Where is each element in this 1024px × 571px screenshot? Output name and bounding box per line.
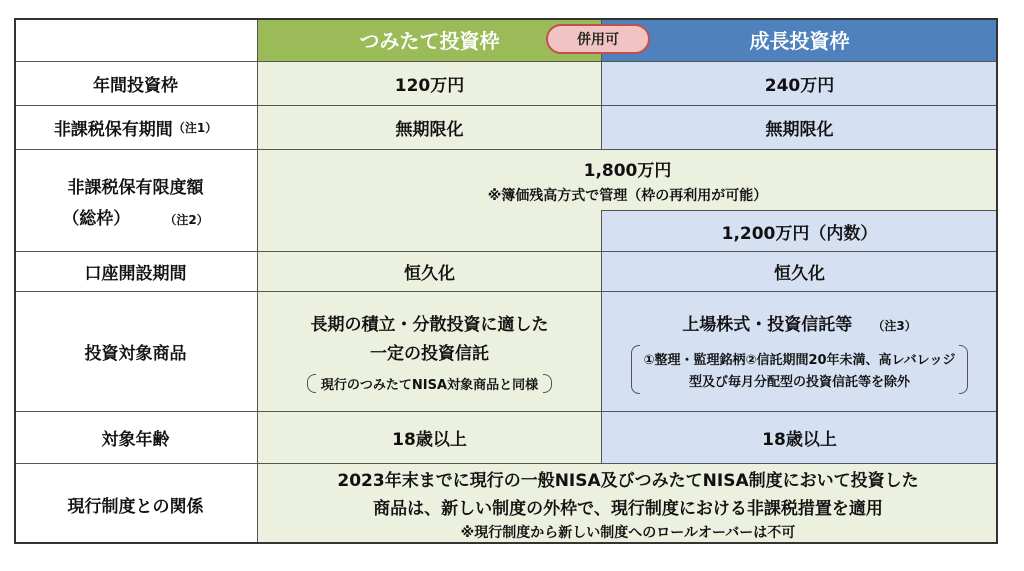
age-tsumitate-value: 18歳以上 [392, 430, 467, 450]
products-label-text: 投資対象商品 [84, 344, 187, 364]
relation-line3: ※現行制度から新しい制度へのロールオーバーは不可 [460, 525, 796, 541]
limit-seicho [602, 210, 998, 252]
relation-value [258, 464, 998, 544]
nisa-comparison-table [14, 18, 998, 544]
account-tsumitate [258, 252, 602, 292]
period-label-text: 非課税保有期間 [53, 120, 173, 140]
period-seicho-value: 無期限化 [765, 120, 834, 140]
row-account-label [14, 252, 258, 292]
products-seicho-title: 上場株式・投資信託等 [682, 314, 853, 335]
age-tsumitate [258, 412, 602, 464]
row-age-label [14, 412, 258, 464]
relation-line1: 2023年末までに現行の一般NISA及びつみたてNISA制度において投資した [337, 471, 919, 491]
products-seicho-note: （注3） [872, 318, 917, 333]
row-relation-label [14, 464, 258, 544]
products-seicho-bracket-line2: 型及び毎月分配型の投資信託等を除外 [688, 374, 910, 390]
products-tsumitate-line2: 一定の投資信託 [370, 344, 489, 364]
products-tsumitate [258, 292, 602, 412]
relation-line2: 商品は、新しい制度の外枠で、現行制度における非課税措置を適用 [373, 499, 883, 519]
annual-label-text: 年間投資枠 [93, 76, 178, 96]
limit-total-note: ※簿価残高方式で管理（枠の再利用が可能） [487, 187, 768, 204]
account-tsumitate-value: 恒久化 [404, 264, 455, 284]
products-seicho-bracket-line1: ①整理・監理銘柄②信託期間20年未満、高レバレッジ [643, 352, 956, 368]
period-tsumitate-value: 無期限化 [395, 120, 464, 140]
header-empty-cell [14, 18, 258, 62]
account-seicho-value: 恒久化 [774, 264, 825, 284]
annual-seicho-value: 240万円 [764, 76, 835, 96]
combination-badge-text: 併用可 [577, 32, 619, 48]
age-seicho-value: 18歳以上 [762, 430, 837, 450]
limit-label-line2: （総枠） [62, 208, 131, 229]
annual-tsumitate-value: 120万円 [394, 76, 465, 96]
limit-label-line1: 非課税保有限度額 [67, 177, 204, 198]
header-seicho [602, 18, 998, 62]
age-label-text: 対象年齢 [101, 430, 170, 450]
period-seicho [602, 106, 998, 150]
limit-note: （注2） [170, 212, 209, 227]
annual-seicho [602, 62, 998, 106]
period-note: （注1） [172, 121, 218, 135]
account-label-text: 口座開設期間 [84, 264, 187, 284]
age-seicho [602, 412, 998, 464]
header-seicho-label: 成長投資枠 [749, 29, 850, 53]
combination-badge [546, 24, 650, 54]
row-annual-label [14, 62, 258, 106]
relation-label-text: 現行制度との関係 [67, 496, 204, 517]
products-tsumitate-line1: 長期の積立・分散投資に適した [310, 315, 549, 335]
products-tsumitate-bracket [307, 374, 552, 393]
row-limit-label [14, 150, 258, 252]
products-seicho [602, 292, 998, 412]
limit-seicho-value: 1,200万円（内数） [721, 223, 878, 244]
limit-total-value: 1,800万円 [583, 160, 672, 181]
account-seicho [602, 252, 998, 292]
annual-tsumitate [258, 62, 602, 106]
products-seicho-bracket [631, 345, 967, 394]
row-products-label [14, 292, 258, 412]
row-period-label [14, 106, 258, 150]
period-tsumitate [258, 106, 602, 150]
limit-tsumitate-empty [258, 210, 602, 252]
products-tsumitate-bracket-text: 現行のつみたてNISA対象商品と同様 [320, 378, 539, 393]
limit-total [258, 150, 998, 210]
header-tsumitate-label: つみたて投資枠 [359, 29, 500, 53]
